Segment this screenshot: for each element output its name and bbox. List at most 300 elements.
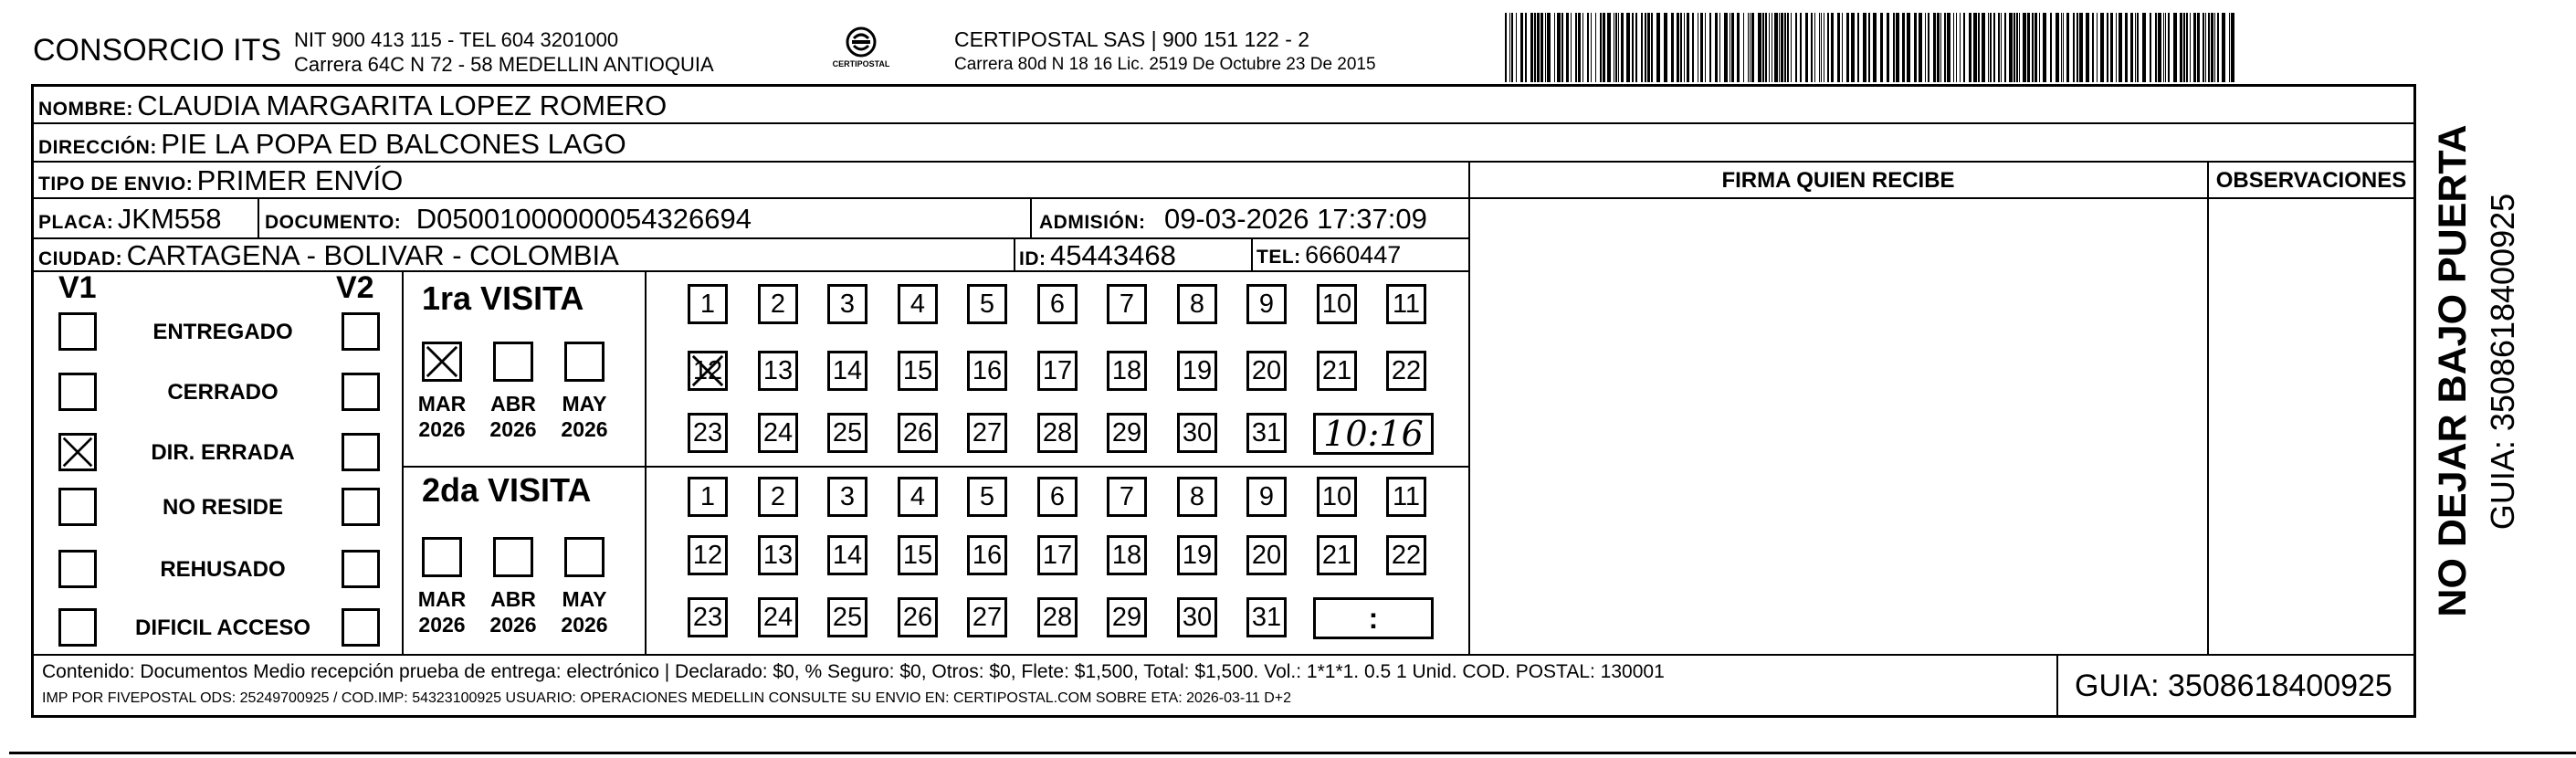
- plate-value: JKM558: [117, 203, 222, 235]
- day-box[interactable]: [1107, 597, 1147, 637]
- day-number: 15: [902, 541, 933, 570]
- barcode-bar: [1937, 13, 1940, 82]
- barcode-bar: [2155, 13, 2157, 82]
- barcode-bar: [1743, 13, 1744, 82]
- day-number: 17: [1042, 356, 1073, 385]
- certipostal-logo: [815, 24, 907, 73]
- day-box[interactable]: [827, 413, 867, 453]
- month-year: 2026: [418, 417, 466, 441]
- day-box[interactable]: [1037, 597, 1078, 637]
- barcode-bar: [1575, 13, 1577, 82]
- barcode-bar: [1784, 13, 1786, 82]
- v2-checkbox[interactable]: [342, 312, 380, 351]
- side-guide-text: GUIA: 3508618400925: [2484, 193, 2521, 531]
- barcode-bar: [1857, 13, 1859, 82]
- month-checkbox[interactable]: [422, 342, 462, 382]
- barcode-bar: [2208, 13, 2210, 82]
- v2-checkbox[interactable]: [342, 608, 380, 647]
- barcode-bar: [1705, 13, 1706, 82]
- day-box[interactable]: [967, 477, 1007, 517]
- barcode-bar: [2043, 13, 2046, 82]
- day-box[interactable]: [898, 351, 938, 391]
- day-number: 27: [972, 418, 1003, 447]
- barcode-bar: [2097, 13, 2098, 82]
- day-number: 8: [1189, 290, 1205, 319]
- barcode-bar: [1953, 13, 1954, 82]
- signature-column-header: FIRMA QUIEN RECIBE: [1721, 168, 1955, 193]
- barcode-bar: [1511, 13, 1513, 82]
- barcode-bar: [1998, 13, 2000, 82]
- month-label: [409, 586, 475, 637]
- day-box[interactable]: [688, 597, 728, 637]
- month-year: 2026: [489, 417, 537, 441]
- month-checkbox[interactable]: [493, 342, 533, 382]
- document-field: [265, 203, 752, 236]
- time-value: 10:16: [1323, 414, 1424, 454]
- day-box[interactable]: [1177, 284, 1217, 324]
- day-box[interactable]: [967, 284, 1007, 324]
- day-box[interactable]: [1246, 351, 1287, 391]
- day-box[interactable]: [1386, 351, 1426, 391]
- day-box[interactable]: [1317, 351, 1357, 391]
- day-box[interactable]: [688, 477, 728, 517]
- tel-divider: [1251, 237, 1253, 270]
- day-number: 6: [1049, 482, 1066, 511]
- barcode-bar: [2203, 13, 2204, 82]
- barcode-bar: [1902, 13, 1905, 82]
- footer-guide-divider: [2056, 654, 2058, 716]
- barcode-bar: [1751, 13, 1754, 82]
- footer-guide: GUIA: 3508618400925: [2075, 669, 2392, 703]
- barcode-bar: [1762, 13, 1764, 82]
- month-checkbox[interactable]: [564, 342, 605, 382]
- barcode-bar: [1827, 13, 1829, 82]
- v1-checkbox[interactable]: [58, 488, 97, 526]
- visit2-title: 2da VISITA: [422, 471, 592, 509]
- carrier-line-2: Carrera 80d N 18 16 Lic. 2519 De Octubre 23 De 2015: [954, 55, 1376, 74]
- time-box[interactable]: [1313, 597, 1434, 639]
- v1-header: V1: [58, 270, 97, 305]
- barcode-bar: [1779, 13, 1780, 82]
- day-box[interactable]: [1177, 477, 1217, 517]
- barcode-bar: [1944, 13, 1946, 82]
- day-box[interactable]: [898, 535, 938, 575]
- name-label: NOMBRE:: [38, 99, 133, 120]
- barcode-bar: [2023, 13, 2026, 82]
- barcode-bar: [1534, 13, 1536, 82]
- v1-checkbox[interactable]: [58, 373, 97, 411]
- day-number: 18: [1111, 541, 1142, 570]
- barcode-bar: [1664, 13, 1667, 82]
- day-box[interactable]: [1107, 535, 1147, 575]
- barcode-bar: [1940, 13, 1941, 82]
- day-number: 13: [762, 356, 794, 385]
- barcode-bar: [2001, 13, 2002, 82]
- barcode-bar: [1795, 13, 1797, 82]
- barcode-bar: [1791, 13, 1792, 82]
- day-box[interactable]: [1037, 477, 1078, 517]
- logo-text: CERTIPOSTAL: [832, 59, 890, 68]
- frame-top: [31, 84, 2415, 87]
- id-value: 45443468: [1049, 239, 1176, 271]
- company-line-2: Carrera 64C N 72 - 58 MEDELLIN ANTIOQUIA: [294, 53, 714, 76]
- barcode-bar: [1969, 13, 1971, 82]
- day-box[interactable]: [967, 351, 1007, 391]
- admission-label: ADMISIÓN:: [1039, 212, 1146, 233]
- v1-checkbox[interactable]: [58, 608, 97, 647]
- barcode-bar: [1618, 13, 1619, 82]
- month-name: MAR: [417, 392, 467, 416]
- barcode-bar: [1774, 13, 1778, 82]
- barcode-bar: [2142, 13, 2146, 82]
- id-label: ID:: [1019, 248, 1046, 269]
- tel-value: 6660447: [1305, 241, 1402, 268]
- barcode-bar: [1615, 13, 1617, 82]
- month-checkbox[interactable]: [422, 537, 462, 577]
- day-box[interactable]: [827, 477, 867, 517]
- day-number: 2: [770, 290, 786, 319]
- barcode-bar: [2019, 13, 2020, 82]
- day-box[interactable]: [1177, 597, 1217, 637]
- v2-checkbox[interactable]: [342, 433, 380, 471]
- barcode-bar: [2186, 13, 2188, 82]
- barcode-bar: [1530, 13, 1533, 82]
- barcode-bar: [1687, 13, 1689, 82]
- barcode-bar: [1547, 13, 1551, 82]
- day-box[interactable]: [827, 597, 867, 637]
- day-box[interactable]: [827, 535, 867, 575]
- time-box[interactable]: [1313, 413, 1434, 455]
- barcode-bar: [2130, 13, 2133, 82]
- day-number: 29: [1111, 603, 1142, 632]
- barcode-bar: [2092, 13, 2094, 82]
- company-info: [294, 27, 714, 77]
- day-box[interactable]: [898, 597, 938, 637]
- barcode-bar: [1600, 13, 1602, 82]
- status-label: NO RESIDE: [162, 495, 284, 520]
- day-number: 22: [1391, 541, 1422, 570]
- day-box[interactable]: [758, 477, 798, 517]
- day-box[interactable]: [1246, 597, 1287, 637]
- day-box[interactable]: [1317, 284, 1357, 324]
- status-label: DIFICIL ACCESO: [134, 616, 310, 640]
- day-box[interactable]: [967, 535, 1007, 575]
- barcode-bar: [2211, 13, 2213, 82]
- day-number: 11: [1392, 482, 1421, 511]
- day-box[interactable]: [1317, 477, 1357, 517]
- day-box[interactable]: [1246, 413, 1287, 453]
- barcode-bar: [1928, 13, 1929, 82]
- day-number: 19: [1182, 356, 1213, 385]
- day-number: 14: [832, 356, 863, 385]
- day-number: 29: [1111, 418, 1142, 447]
- month-year: 2026: [418, 613, 466, 637]
- v1-checkbox[interactable]: [58, 550, 97, 588]
- barcode-bar: [1893, 13, 1895, 82]
- day-number: 3: [839, 482, 856, 511]
- carrier-info: [954, 27, 1376, 77]
- day-box[interactable]: [1246, 535, 1287, 575]
- barcode-bar: [2061, 13, 2062, 82]
- day-number: 3: [839, 290, 856, 319]
- footer-line-2: IMP POR FIVEPOSTAL ODS: 25249700925 / COD.IMP: 54323100925 USUARIO: OPERACIONES MEDELLIN CONSULTE SU ENVIO EN: CERTIPOSTAL.COM SOBRE ETA: 2026-03-11 D+2: [42, 690, 1292, 706]
- month-year: 2026: [561, 417, 608, 441]
- day-number: 31: [1251, 603, 1282, 632]
- month-checkbox[interactable]: [493, 537, 533, 577]
- carrier-line-1: CERTIPOSTAL SAS | 900 151 122 - 2: [954, 27, 1310, 51]
- day-number: 22: [1391, 356, 1422, 385]
- address-row: [38, 128, 626, 161]
- day-box[interactable]: [758, 284, 798, 324]
- day-box[interactable]: [688, 284, 728, 324]
- barcode-bar: [1887, 13, 1889, 82]
- barcode-bar: [2158, 13, 2161, 82]
- barcode-bar: [1651, 13, 1653, 82]
- day-box[interactable]: [1386, 535, 1426, 575]
- barcode-bar: [2150, 13, 2151, 82]
- day-number: 26: [902, 603, 933, 632]
- day-box[interactable]: [898, 284, 938, 324]
- barcode-bar: [1632, 13, 1634, 82]
- barcode-bar: [2032, 13, 2034, 82]
- signature-divider: [1468, 161, 1470, 654]
- observations-column-header: OBSERVACIONES: [2215, 168, 2407, 193]
- name-row: [38, 89, 667, 122]
- v2-checkbox[interactable]: [342, 373, 380, 411]
- barcode-bar: [1571, 13, 1572, 82]
- type-row: [38, 164, 403, 197]
- barcode-bar: [2066, 13, 2069, 82]
- day-box[interactable]: [688, 413, 728, 453]
- day-number: 24: [762, 603, 794, 632]
- barcode-bar: [2119, 13, 2122, 82]
- barcode-bar: [1846, 13, 1849, 82]
- barcode-bar: [2165, 13, 2166, 82]
- observations-divider: [2207, 161, 2209, 654]
- barcode-bar: [1750, 13, 1751, 82]
- barcode-bar: [2016, 13, 2018, 82]
- day-number: 19: [1182, 541, 1213, 570]
- day-number: 12: [692, 541, 723, 570]
- day-box[interactable]: [758, 597, 798, 637]
- barcode-bar: [2135, 13, 2136, 82]
- day-box[interactable]: [827, 351, 867, 391]
- barcode-bar: [1724, 13, 1728, 82]
- month-name: MAR: [417, 587, 467, 611]
- day-number: 8: [1189, 482, 1205, 511]
- barcode-bar: [1769, 13, 1770, 82]
- tel-field: [1256, 241, 1401, 269]
- status-divider: [402, 270, 404, 654]
- day-number: 21: [1321, 356, 1352, 385]
- barcode-bar: [2125, 13, 2128, 82]
- day-box[interactable]: [1107, 477, 1147, 517]
- day-number: 30: [1182, 603, 1213, 632]
- day-number: 4: [909, 482, 926, 511]
- barcode-bar: [1982, 13, 1985, 82]
- month-label: [409, 391, 475, 442]
- day-box[interactable]: [967, 597, 1007, 637]
- day-box[interactable]: [1107, 284, 1147, 324]
- barcode-bar: [1851, 13, 1855, 82]
- day-number: 16: [972, 356, 1003, 385]
- barcode-bar: [1684, 13, 1685, 82]
- day-box[interactable]: [688, 351, 728, 391]
- day-box[interactable]: [1037, 413, 1078, 453]
- day-box[interactable]: [1037, 535, 1078, 575]
- name-value: CLAUDIA MARGARITA LOPEZ ROMERO: [137, 89, 668, 121]
- barcode-bar: [1896, 13, 1899, 82]
- barcode-bar: [1973, 13, 1977, 82]
- barcode-bar: [1805, 13, 1808, 82]
- month-label: [480, 586, 546, 637]
- barcode-bar: [1842, 13, 1843, 82]
- v1-checkbox[interactable]: [58, 312, 97, 351]
- day-number: 18: [1111, 356, 1142, 385]
- barcode-bar: [1516, 13, 1517, 82]
- address-value: PIE LA POPA ED BALCONES LAGO: [161, 128, 626, 160]
- day-check-mark-icon: [690, 353, 725, 388]
- barcode-icon: [1505, 13, 2235, 82]
- day-box[interactable]: [1386, 477, 1426, 517]
- barcode-bar: [1656, 13, 1660, 82]
- barcode-bar: [1919, 13, 1922, 82]
- barcode-bar: [2035, 13, 2037, 82]
- day-box[interactable]: [898, 413, 938, 453]
- barcode-bar: [1811, 13, 1813, 82]
- barcode-bar: [2077, 13, 2078, 82]
- barcode-bar: [1787, 13, 1789, 82]
- barcode-bar: [1990, 13, 1992, 82]
- check-mark-icon: [425, 344, 459, 379]
- barcode-bar: [1677, 13, 1679, 82]
- barcode-bar: [2009, 13, 2013, 82]
- day-number: 6: [1049, 290, 1066, 319]
- day-number: 10: [1321, 290, 1352, 319]
- day-number: 12: [692, 356, 723, 385]
- day-box[interactable]: [1177, 351, 1217, 391]
- barcode-bar: [2217, 13, 2219, 82]
- barcode-bar: [1545, 13, 1546, 82]
- calendar-divider: [645, 270, 647, 654]
- day-number: 10: [1321, 482, 1352, 511]
- status-label: REHUSADO: [160, 557, 286, 582]
- row-line-2: [31, 161, 2415, 163]
- barcode-bar: [1993, 13, 1995, 82]
- day-number: 14: [832, 541, 863, 570]
- day-box[interactable]: [1246, 284, 1287, 324]
- barcode-bar: [1814, 13, 1815, 82]
- day-number: 5: [979, 482, 995, 511]
- month-label: [480, 391, 546, 442]
- day-box[interactable]: [1037, 284, 1078, 324]
- day-box[interactable]: [758, 351, 798, 391]
- day-box[interactable]: [688, 535, 728, 575]
- barcode-bar: [1709, 13, 1711, 82]
- barcode-bar: [1591, 13, 1592, 82]
- barcode-bar: [1607, 13, 1611, 82]
- barcode-bar: [1578, 13, 1581, 82]
- barcode-bar: [1933, 13, 1936, 82]
- day-box[interactable]: [1177, 413, 1217, 453]
- barcode-bar: [1765, 13, 1767, 82]
- day-box[interactable]: [967, 413, 1007, 453]
- barcode-bar: [1554, 13, 1555, 82]
- row-line-6: [402, 466, 1470, 468]
- day-number: 20: [1251, 541, 1282, 570]
- day-box[interactable]: [1107, 351, 1147, 391]
- day-number: 28: [1042, 418, 1073, 447]
- month-name: ABR: [490, 392, 536, 416]
- v2-checkbox[interactable]: [342, 488, 380, 526]
- day-box[interactable]: [1246, 477, 1287, 517]
- barcode-bar: [2229, 13, 2230, 82]
- v2-checkbox[interactable]: [342, 550, 380, 588]
- barcode-bar: [2027, 13, 2030, 82]
- day-box[interactable]: [1386, 284, 1426, 324]
- barcode-bar: [1671, 13, 1674, 82]
- barcode-bar: [2013, 13, 2015, 82]
- month-checkbox[interactable]: [564, 537, 605, 577]
- day-number: 26: [902, 418, 933, 447]
- barcode-bar: [2163, 13, 2164, 82]
- day-number: 4: [909, 290, 926, 319]
- status-label: CERRADO: [167, 380, 279, 405]
- day-number: 16: [972, 541, 1003, 570]
- plate-field: [38, 203, 222, 236]
- barcode-bar: [1963, 13, 1965, 82]
- barcode-bar: [2231, 13, 2234, 82]
- barcode-bar: [1960, 13, 1961, 82]
- barcode-bar: [2222, 13, 2225, 82]
- barcode-bar: [1781, 13, 1783, 82]
- day-number: 1: [699, 290, 716, 319]
- status-label: ENTREGADO: [152, 320, 293, 344]
- barcode-bar: [1914, 13, 1917, 82]
- day-number: 5: [979, 290, 995, 319]
- day-box[interactable]: [1107, 413, 1147, 453]
- day-number: 13: [762, 541, 794, 570]
- barcode-bar: [2073, 13, 2075, 82]
- v1-checkbox[interactable]: [58, 433, 97, 471]
- barcode-bar: [2039, 13, 2040, 82]
- day-box[interactable]: [898, 477, 938, 517]
- day-number: 7: [1119, 482, 1135, 511]
- v2-header: V2: [336, 270, 374, 305]
- side-notice: [2420, 119, 2484, 630]
- barcode-bar: [1561, 13, 1563, 82]
- visit1-title: 1ra VISITA: [422, 279, 584, 317]
- barcode-bar: [2079, 13, 2083, 82]
- barcode-bar: [1758, 13, 1761, 82]
- barcode-bar: [1537, 13, 1540, 82]
- city-value: CARTAGENA - BOLIVAR - COLOMBIA: [126, 239, 619, 271]
- barcode-bar: [1520, 13, 1523, 82]
- day-number: 23: [692, 418, 723, 447]
- day-box[interactable]: [1037, 351, 1078, 391]
- barcode-bar: [2107, 13, 2108, 82]
- barcode-bar: [1641, 13, 1643, 82]
- barcode-bar: [2168, 13, 2170, 82]
- day-box[interactable]: [1177, 535, 1217, 575]
- day-number: 27: [972, 603, 1003, 632]
- barcode-bar: [2137, 13, 2139, 82]
- barcode-bar: [2214, 13, 2215, 82]
- day-box[interactable]: [1317, 535, 1357, 575]
- day-box[interactable]: [758, 535, 798, 575]
- day-box[interactable]: [758, 413, 798, 453]
- day-box[interactable]: [827, 284, 867, 324]
